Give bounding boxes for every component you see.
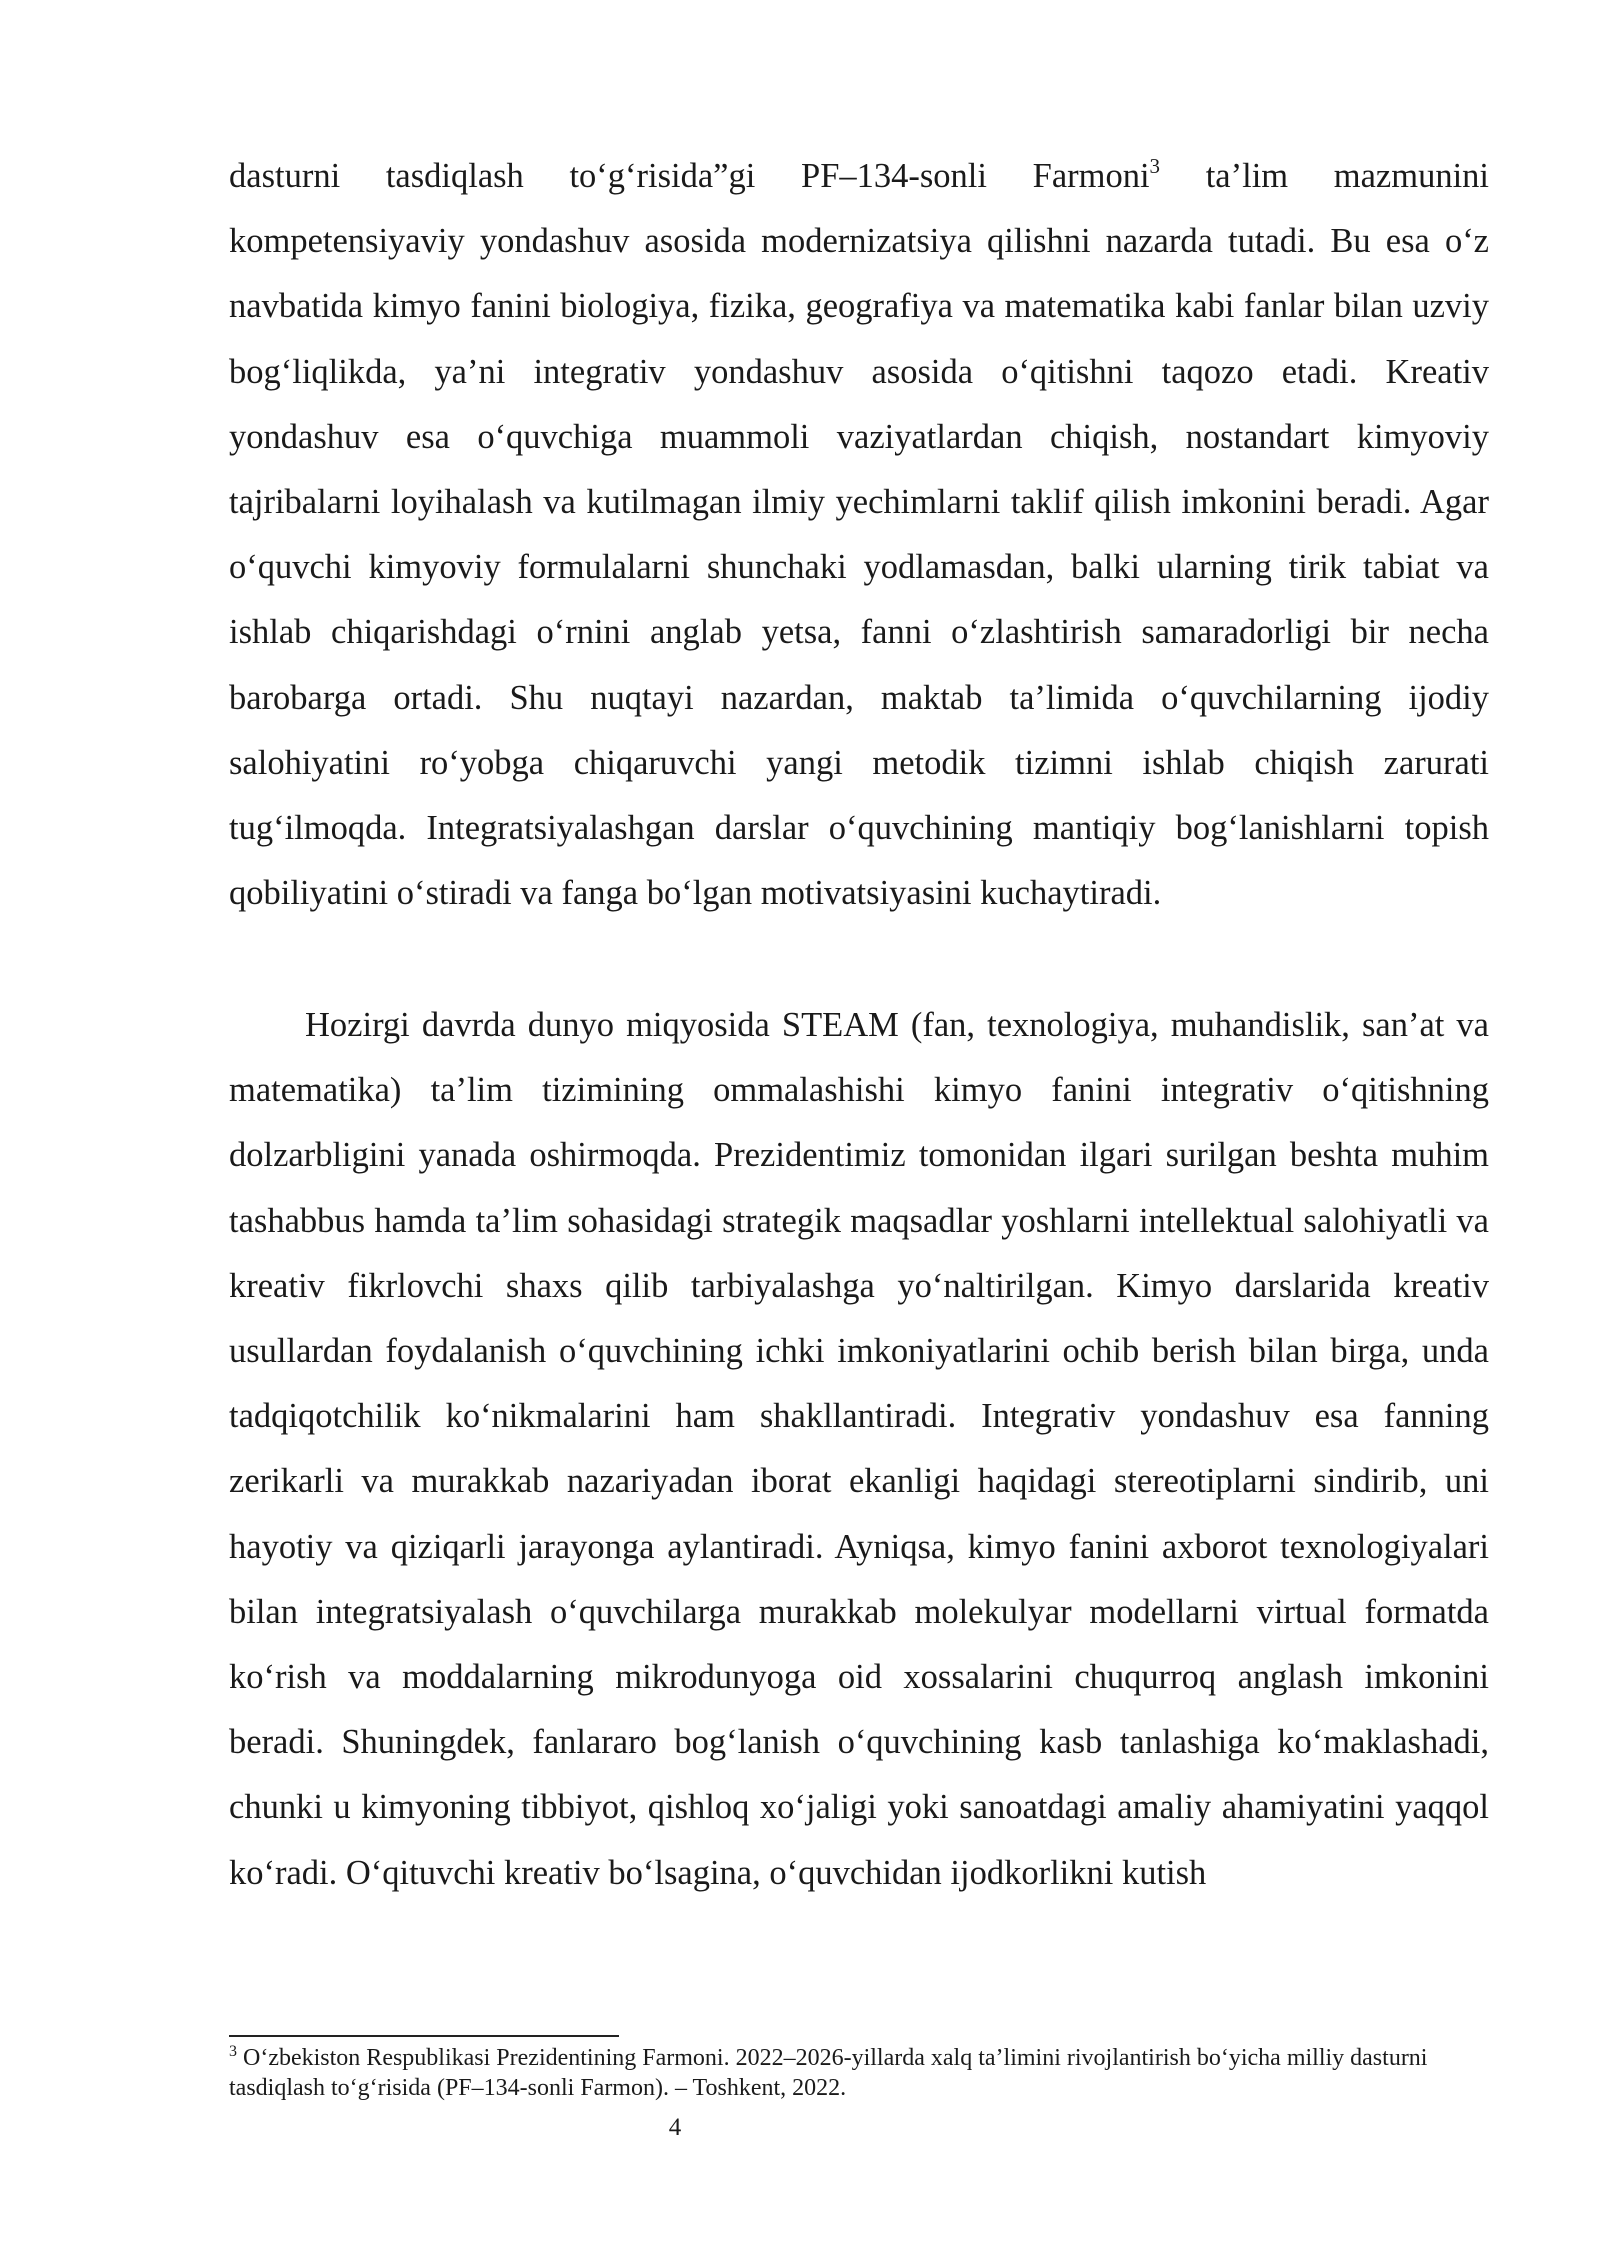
footnote-separator <box>229 2035 619 2037</box>
footnote-mark: 3 <box>229 2043 237 2060</box>
body-paragraph-2: Hozirgi davrda dunyo miqyosida STEAM (fan, texnologiya, muhandislik, san’at va matematika) ta’lim tizimining ommalashishi kimyo fanini integrativ o‘qitishning dolzarbligini yanada oshirmoqda. Prezidentimiz tomonidan ilgari surilgan beshta muhim tashabbus hamda ta’lim sohasidagi strategik maqsadlar yoshlarni intellektual salohiyatli va kreativ fikrlovchi shaxs qilib tarbiyalashga yo‘naltirilgan. Kimyo darslarida kreativ usullardan foydalanish o‘quvchining ichki imkoniyatlarini ochib berish bilan birga, unda tadqiqotchilik ko‘nikmalarini ham shakllantiradi. Integrativ yondashuv esa fanning zerikarli va murakkab nazariyadan iborat ekanligi haqidagi stereotiplarni sindirib, uni hayotiy va qiziqarli jarayonga aylantiradi. Ayniqsa, kimyo fanini axborot texnologiyalari bilan integratsiyalash o‘quvchilarga murakkab molekulyar modellarni virtual formatda ko‘rish va moddalarning mikrodunyoga oid xossalarini chuqurroq anglash imkonini beradi. Shuningdek, fanlararo bog‘lanish o‘quvchining kasb tanlashiga ko‘maklashadi, chunki u kimyoning tibbiyot, qishloq xo‘jaligi yoki sanoatdagi amaliy ahamiyatini yaqqol ko‘radi. O‘qituvchi kreativ bo‘lsagina, o‘quvchidan ijodkorlikni kutish <box>229 1006 1489 1892</box>
footnote-text: O‘zbekiston Respublikasi Prezidentining Farmoni. 2022–2026-yillarda xalq ta’limini rivojlantirish bo‘yicha milliy dasturni tasdiqlash to‘g‘risida (PF–134-sonli Farmon). – Toshkent, 2022. <box>229 2045 1428 2101</box>
footnote-reference[interactable]: 3 <box>1149 154 1161 178</box>
body-paragraph-1 <box>229 144 1489 926</box>
paragraph-text: ta’lim mazmunini kompetensiyaviy yondashuv asosida modernizatsiya qilishni nazarda tutadi. Bu esa o‘z navbatida kimyo fanini biologiya, fizika, geografiya va matematika kabi fanlar bilan uzviy bog‘liqlikda, ya’ni integrativ yondashuv asosida o‘qitishni taqozo etadi. Kreativ yondashuv esa o‘quvchiga muammoli vaziyatlardan chiqish, nostandart kimyoviy tajribalarni loyihalash va kutilmagan ilmiy yechimlarni taklif qilish imkonini beradi. Agar o‘quvchi kimyoviy formulalarni shunchaki yodlamasdan, balki ularning tirik tabiat va ishlab chiqarishdagi o‘rnini anglab yetsa, fanni o‘zlashtirish samaradorligi bir necha barobarga ortadi. Shu nuqtayi nazardan, maktab ta’limida o‘quvchilarning ijodiy salohiyatini ro‘yobga chiqaruvchi yangi metodik tizimni ishlab chiqish zarurati tug‘ilmoqda. Integratsiyalashgan darslar o‘quvchining mantiqiy bog‘lanishlarni topish qobiliyatini o‘stiradi va fanga bo‘lgan motivatsiyasini kuchaytiradi. <box>229 157 1489 913</box>
paragraph-text: dasturni tasdiqlash to‘g‘risida”gi PF–134-sonli Farmoni <box>229 157 1150 195</box>
footnote <box>229 2043 1489 2103</box>
page-number: 4 <box>668 2114 682 2141</box>
